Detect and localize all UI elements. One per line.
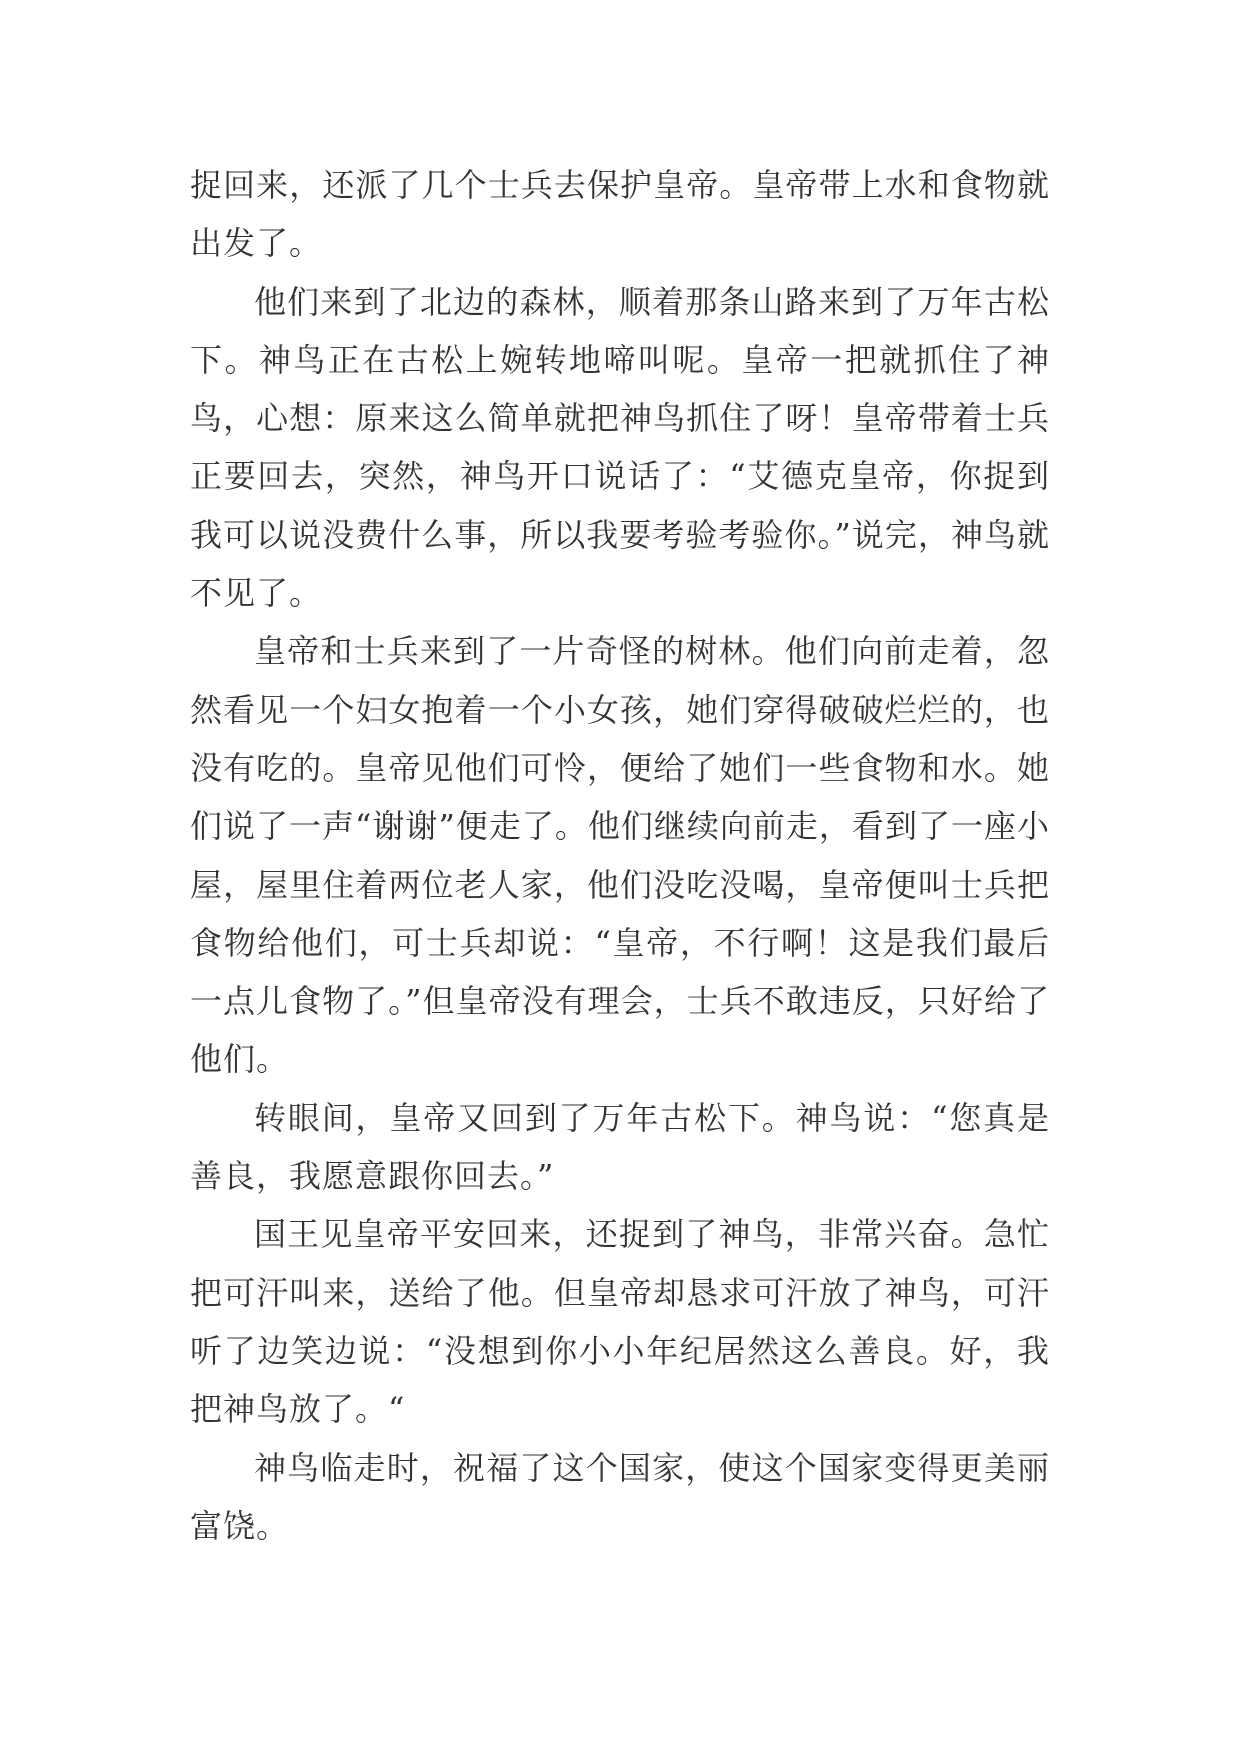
paragraph: 皇帝和士兵来到了一片奇怪的树林。他们向前走着，忽然看见一个妇女抱着一个小女孩，她们穿得破破烂烂的，也没有吃的。皇帝见他们可怜，便给了她们一些食物和水。她们说了一声“谢谢”便走了。他们继续向前走，看到了一座小屋，屋里住着两位老人家，他们没吃没喝，皇帝便叫士兵把食物给他们，可士兵却说：“皇帝，不行啊！这是我们最后一点儿食物了。”但皇帝没有理会，士兵不敢违反，只好给了他们。 — [190, 632, 1050, 1079]
story-text — [190, 156, 1050, 1555]
paragraph: 国王见皇帝平安回来，还捉到了神鸟，非常兴奋。急忙把可汗叫来，送给了他。但皇帝却恳求可汗放了神鸟，可汗听了边笑边说：“没想到你小小年纪居然这么善良。好，我把神鸟放了。“ — [190, 1215, 1050, 1429]
paragraph: 转眼间，皇帝又回到了万年古松下。神鸟说：“您真是善良，我愿意跟你回去。” — [190, 1098, 1050, 1196]
paragraph: 神鸟临走时，祝福了这个国家，使这个国家变得更美丽富饶。 — [190, 1448, 1050, 1545]
paragraph-continuation: 捉回来，还派了几个士兵去保护皇帝。皇帝带上水和食物就出发了。 — [190, 166, 1050, 263]
paragraph: 他们来到了北边的森林，顺着那条山路来到了万年古松下。神鸟正在古松上婉转地啼叫呢。皇帝一把就抓住了神鸟，心想：原来这么简单就把神鸟抓住了呀！皇帝带着士兵正要回去，突然，神鸟开口说话了：“艾德克皇帝，你捉到我可以说没费什么事，所以我要考验考验你。”说完，神鸟就不见了。 — [190, 282, 1050, 613]
